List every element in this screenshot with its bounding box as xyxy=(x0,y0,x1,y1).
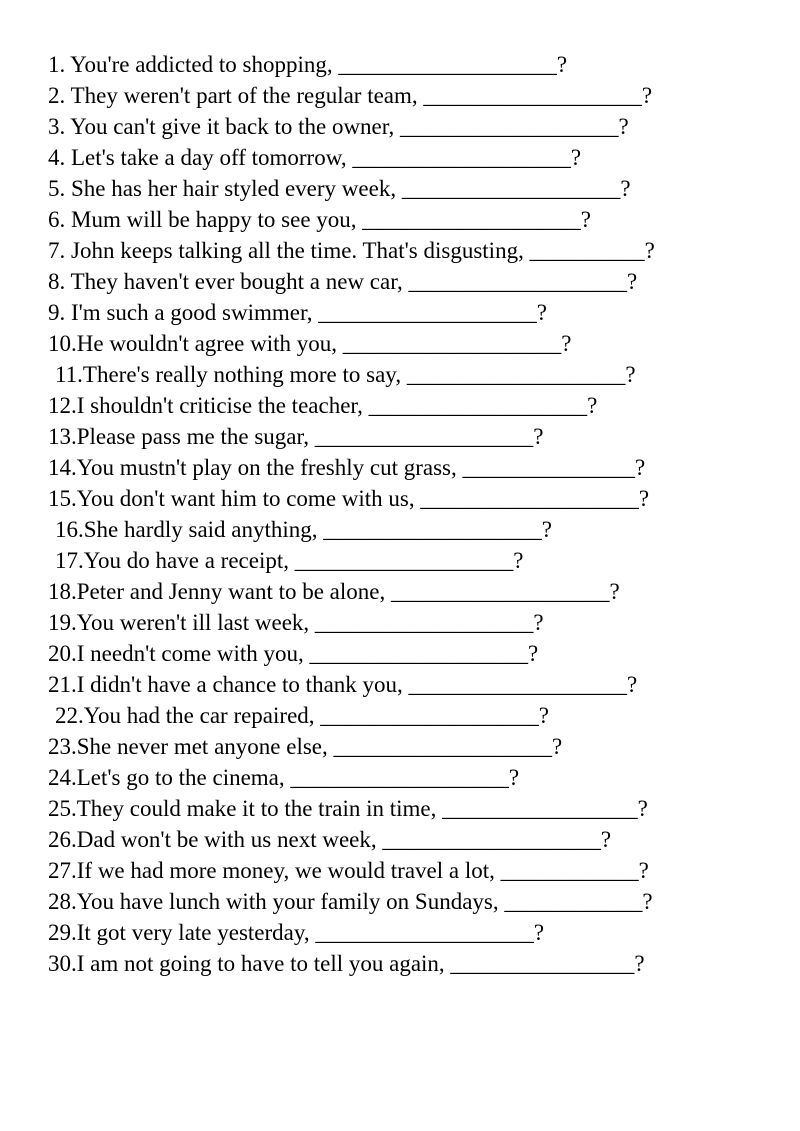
worksheet-item-10: 10.He wouldn't agree with you, ___________________? xyxy=(48,331,572,356)
worksheet-item-25: 25.They could make it to the train in time, _________________? xyxy=(48,796,648,821)
worksheet-item-15: 15.You don't want him to come with us, ___________________? xyxy=(48,486,650,511)
worksheet-item-1: 1. You're addicted to shopping, ___________________? xyxy=(48,52,568,77)
worksheet-item-9: 9. I'm such a good swimmer, ___________________? xyxy=(48,300,547,325)
worksheet-item-8: 8. They haven't ever bought a new car, ___________________? xyxy=(48,269,638,294)
worksheet-item-21: 21.I didn't have a chance to thank you, ___________________? xyxy=(48,672,638,697)
worksheet-item-26: 26.Dad won't be with us next week, ___________________? xyxy=(48,827,612,852)
worksheet-item-14: 14.You mustn't play on the freshly cut grass, _______________? xyxy=(48,455,646,480)
worksheet-item-2: 2. They weren't part of the regular team, ___________________? xyxy=(48,83,653,108)
worksheet-item-20: 20.I needn't come with you, ___________________? xyxy=(48,641,539,666)
worksheet-item-24: 24.Let's go to the cinema, ___________________? xyxy=(48,765,520,790)
worksheet-item-7: 7. John keeps talking all the time. That's disgusting, __________? xyxy=(48,238,655,263)
worksheet-item-22: 22.You had the car repaired, ___________________? xyxy=(55,703,549,728)
worksheet-item-3: 3. You can't give it back to the owner, ___________________? xyxy=(48,114,629,139)
worksheet-item-12: 12.I shouldn't criticise the teacher, ___________________? xyxy=(48,393,598,418)
worksheet-item-27: 27.If we had more money, we would travel a lot, ____________? xyxy=(48,858,649,883)
worksheet-item-19: 19.You weren't ill last week, ___________________? xyxy=(48,610,544,635)
worksheet-item-4: 4. Let's take a day off tomorrow, ___________________? xyxy=(48,145,582,170)
worksheet-item-16: 16.She hardly said anything, ___________________? xyxy=(55,517,553,542)
worksheet-item-28: 28.You have lunch with your family on Sundays, ____________? xyxy=(48,889,653,914)
worksheet-item-5: 5. She has her hair styled every week, ___________________? xyxy=(48,176,631,201)
worksheet-item-29: 29.It got very late yesterday, ___________________? xyxy=(48,920,545,945)
worksheet-item-13: 13.Please pass me the sugar, ___________________? xyxy=(48,424,544,449)
question-tags-worksheet xyxy=(48,49,788,979)
worksheet-item-17: 17.You do have a receipt, ___________________? xyxy=(55,548,524,573)
worksheet-item-30: 30.I am not going to have to tell you again, ________________? xyxy=(48,951,645,976)
worksheet-item-18: 18.Peter and Jenny want to be alone, ___________________? xyxy=(48,579,620,604)
worksheet-item-6: 6. Mum will be happy to see you, ___________________? xyxy=(48,207,592,232)
worksheet-item-23: 23.She never met anyone else, ___________________? xyxy=(48,734,563,759)
worksheet-item-11: 11.There's really nothing more to say, ___________________? xyxy=(55,362,636,387)
